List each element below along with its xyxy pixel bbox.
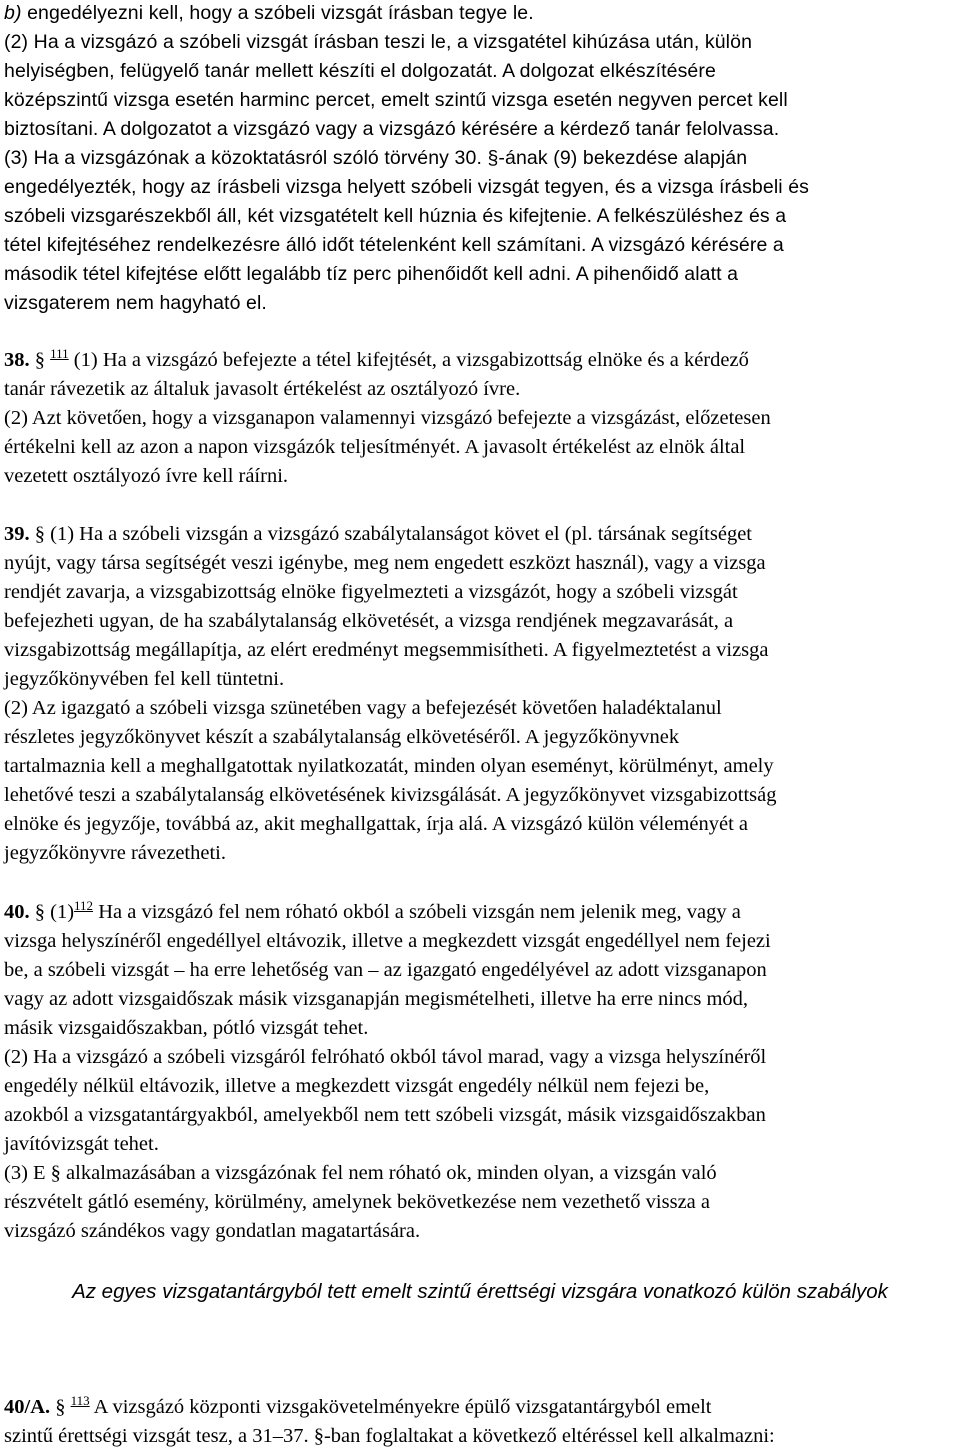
section-38 [4,346,956,491]
text-line: b) engedélyezni kell, hogy a szóbeli vizsgát írásban tegye le. [4,2,534,24]
intro-paragraph [4,0,956,318]
text-line: biztosítani. A dolgozatot a vizsgázó vagy a vizsgázó kérésére a kérdező tanár felolvassa. [4,118,780,140]
text-line: vizsgázó szándékos vagy gondatlan magatartására. [4,1220,421,1242]
text-line: szintű érettségi vizsgát tesz, a 31–37. §-ban foglaltakat a következő eltéréssel kell alkalmazni: [4,1425,775,1447]
text-line: javítóvizsgát tehet. [4,1133,159,1155]
text-line: tartalmaznia kell a meghallgatottak nyilatkozatát, minden olyan eseményt, körülményt, amely [4,755,774,777]
text-line: be, a szóbeli vizsgát – ha erre lehetőség van – az igazgató engedélyével az adott vizsganapon [4,959,767,981]
text-line: tanár rávezetik az általuk javasolt értékelést az osztályozó ívre. [4,378,521,400]
text-line: (3) Ha a vizsgázónak a közoktatásról szóló törvény 30. §-ának (9) bekezdése alapján [4,147,748,169]
section-heading: Az egyes vizsgatantárgyból tett emelt szintű érettségi vizsgára vonatkozó külön szabályok [72,1280,888,1303]
text-line: részletes jegyzőkönyvet készít a szabálytalanság elkövetéséről. A jegyzőkönyvnek [4,726,680,748]
text-line: elnöke és jegyzője, továbbá az, akit meghallgattak, írja alá. A vizsgázó külön véleményét a [4,813,748,835]
text-line: (2) Az igazgató a szóbeli vizsga szünetében vagy a befejezését követően haladéktalanul [4,697,722,719]
text-line: (2) Ha a vizsgázó a szóbeli vizsgáról felróható okból távol marad, vagy a vizsga helyszínéről [4,1046,767,1068]
section-number: 40. [4,901,30,923]
section-39 [4,520,956,868]
text-line: másik vizsgaidőszakban, pótló vizsgát tehet. [4,1017,369,1039]
text-line: engedély nélkül eltávozik, illetve a megkezdett vizsgát engedély nélkül nem fejezi be, [4,1075,710,1097]
footnote-link[interactable]: 113 [70,1393,90,1409]
section-40 [4,898,956,1246]
section-number: 40/A. [4,1396,51,1418]
text-line: vizsgabizottság megállapítja, az elért eredményt megsemmisítheti. A figyelmeztetést a vizsga [4,639,769,661]
footnote-link[interactable]: 111 [50,346,69,362]
text-line: második tétel kifejtése előtt legalább tíz perc pihenőidőt kell adni. A pihenőidő alatt a [4,263,739,285]
section-40a [4,1393,956,1451]
text-line: (2) Ha a vizsgázó a szóbeli vizsgát írásban teszi le, a vizsgatétel kihúzása után, külön [4,31,753,53]
text-line: vezetett osztályozó ívre kell ráírni. [4,465,289,487]
text-line: 40. § (1)$^{112}$ Ha a vizsgázó fel nem róható okból a szóbeli vizsgán nem jelenik meg, vagy a [4,898,741,923]
text-line: (3) E § alkalmazásában a vizsgázónak fel nem róható ok, minden olyan, a vizsgán való [4,1162,717,1184]
text-line: befejezheti ugyan, de ha szabálytalanság elkövetését, a vizsga rendjének megzavarását, a [4,610,734,632]
text-line: nyújt, vagy társa segítségét veszi igénybe, meg nem engedett eszközt használ), vagy a vizsga [4,552,766,574]
text-line: (2) Azt követően, hogy a vizsganapon valamennyi vizsgázó befejezte a vizsgázást, előzetesen [4,407,771,429]
text-line: rendjét zavarja, a vizsgabizottság elnöke figyelmezteti a vizsgázót, hogy a szóbeli vizsgát [4,581,738,603]
text-line: tétel kifejtéséhez rendelkezésre álló időt tételenként kell számítani. A vizsgázó kérésére a [4,234,784,256]
item-label: b) [4,2,22,24]
section-number: 39. [4,523,30,545]
text-line: vizsga helyszínéről engedéllyel eltávozik, illetve a megkezdett vizsgát engedéllyel nem fejezi [4,930,771,952]
text-line: jegyzőkönyvre rávezetheti. [4,842,226,864]
text-line: jegyzőkönyvében fel kell tüntetni. [4,668,285,690]
text-line: részvételt gátló esemény, körülmény, amelynek bekövetkezése nem vezethető vissza a [4,1191,711,1213]
text-line: vagy az adott vizsgaidőszak másik vizsganapján megismételheti, illetve ha erre nincs mód, [4,988,749,1010]
text-line: 40/A. § $^{113}$ A vizsgázó központi vizsgakövetelményekre épülő vizsgatantárgyból emelt [4,1393,712,1418]
text-line: értékelni kell az azon a napon vizsgázók teljesítményét. A javasolt értékelést az elnök által [4,436,746,458]
footnote-link[interactable]: 112 [74,898,94,914]
text-line: helyiségben, felügyelő tanár mellett készíti el dolgozatát. A dolgozat elkészítésére [4,60,716,82]
text-line: lehetővé teszi a szabálytalanság elkövetésének kivizsgálását. A jegyzőkönyvet vizsgabizottság [4,784,777,806]
text-line: engedélyezték, hogy az írásbeli vizsga helyett szóbeli vizsgát tegyen, és a vizsga írásbeli és [4,176,809,198]
section-number: 38. [4,349,30,371]
text-line: 38. § $^{111}$ (1) Ha a vizsgázó befejezte a tétel kifejtését, a vizsgabizottság elnöke és a kérdező [4,346,749,371]
text-line: szóbeli vizsgarészekből áll, két vizsgatételt kell húznia és kifejtenie. A felkészüléshez és a [4,205,787,227]
text-line: azokból a vizsgatantárgyakból, amelyekből nem tett szóbeli vizsgát, másik vizsgaidőszakban [4,1104,766,1126]
text-line: 39. § (1) Ha a szóbeli vizsgán a vizsgázó szabálytalanságot követ el (pl. társának segítséget [4,523,752,545]
text-line: középszintű vizsga esetén harminc percet, emelt szintű vizsga esetén negyven percet kell [4,89,788,111]
text-line: vizsgaterem nem hagyható el. [4,292,267,314]
